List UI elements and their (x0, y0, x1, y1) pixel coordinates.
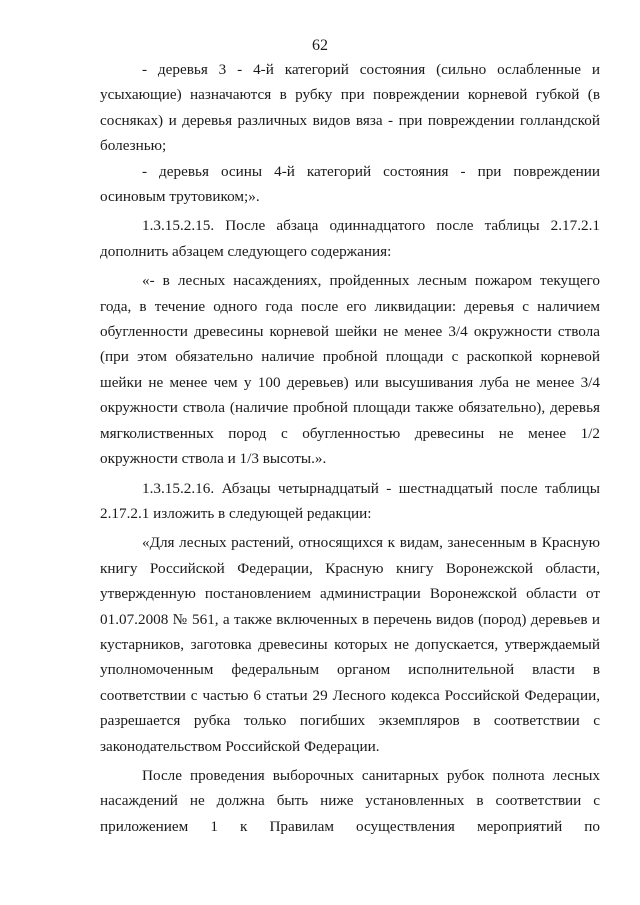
page-number: 62 (312, 37, 328, 54)
paragraph-tree-categories: - деревья 3 - 4-й категорий состояния (сильно ослабленные и усыхающие) назначаются в рубку при повреждении корневой губкой (в сосняках) и деревья различных видов вяза - при повреждении голландской болезнью; (100, 61, 600, 155)
paragraph-fire-damage: «- в лесных насаждениях, пройденных лесным пожаром текущего года, в течение одного года после его ликвидации: деревья с наличием обугленности древесины корневой шейки не менее 3/4 окружности ствола (при этом обязательно наличие пробной площади с раскопкой корневой шейки не менее чем у 100 деревьев) или высушивания луба не менее 3/4 окружности ствола (наличие пробной площади также обязательно), деревья мягколиственных пород с обугленностью древесины не менее 1/2 окружности ствола и 1/3 высоты.». (100, 272, 600, 468)
paragraph-clause-15: 1.3.15.2.15. После абзаца одиннадцатого после таблицы 2.17.2.1 дополнить абзацем следующего содержания: (100, 217, 600, 260)
document-body (100, 57, 600, 839)
paragraph-red-book: «Для лесных растений, относящихся к видам, занесенным в Красную книгу Российской Федерации, Красную книгу Воронежской области, утвержденную постановлением администрации Воронежской области от 01.07.2008 № 561, а также включенных в перечень видов (пород) деревьев и кустарников, заготовка древесины которых не допускается, утверждаемый уполномоченным федеральным органом исполнительной власти в соответствии с частью 6 статьи 29 Лесного кодекса Российской Федерации, разрешается рубка только погибших экземпляров в соответствии с законодательством Российской Федерации. (100, 534, 600, 755)
paragraph-clause-16: 1.3.15.2.16. Абзацы четырнадцатый - шестнадцатый после таблицы 2.17.2.1 изложить в следующей редакции: (100, 479, 600, 522)
paragraph-aspen: - деревья осины 4-й категорий состояния - при повреждении осиновым трутовиком;». (100, 162, 600, 206)
paragraph-after-cutting: После проведения выборочных санитарных рубок полнота лесных насаждений не должна быть ниже установленных в соответствии с приложением 1 к Правилам осуществления мероприятий по (100, 766, 600, 835)
